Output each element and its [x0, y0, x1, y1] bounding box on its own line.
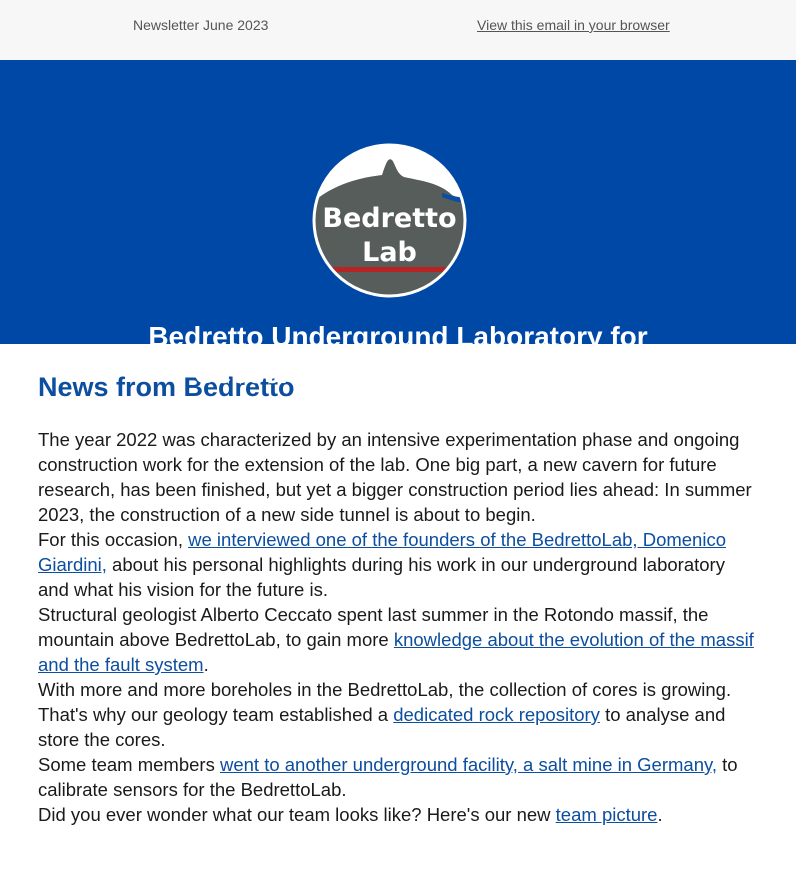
team-paragraph — [38, 802, 758, 827]
massif-evolution-link[interactable]: knowledge about the evolution of the massif and the fault system — [38, 629, 754, 675]
salt-mine-text-after: to calibrate sensors for the BedrettoLab. — [38, 754, 738, 800]
repository-text-after: to analyse and store the cores. — [38, 704, 726, 750]
salt-mine-text-before: Some team members — [38, 754, 220, 775]
bedrettolab-logo — [312, 143, 467, 298]
geology-paragraph — [38, 602, 758, 677]
view-in-browser-link[interactable]: View this email in your browser — [477, 17, 670, 33]
logo-text-line1: Bedretto — [322, 203, 457, 234]
geology-text-before: Structural geologist Alberto Ceccato spent last summer in the Rotondo massif, the mountain above BedrettoLab, to gain more — [38, 604, 709, 650]
rock-repository-link[interactable]: dedicated rock repository — [393, 704, 600, 725]
newsletter-date-label: Newsletter June 2023 — [133, 17, 269, 33]
salt-mine-link[interactable]: went to another underground facility, a salt mine in Germany, — [219, 754, 718, 775]
team-text-after: . — [657, 804, 663, 825]
repository-paragraph — [38, 677, 758, 752]
interview-link[interactable]: we interviewed one of the founders of the BedrettoLab, Domenico Giardini, — [38, 529, 726, 575]
geology-text-after: . — [203, 654, 209, 675]
logo-text-line2: Lab — [362, 237, 417, 268]
banner-title — [0, 318, 796, 392]
section-headline: News from Bedretto — [38, 372, 295, 402]
team-picture-link[interactable]: team picture — [555, 804, 658, 825]
banner-title-line1: Bedretto Underground Laboratory for — [148, 321, 648, 352]
interview-text-after: about his personal highlights during his work in our underground laboratory and what his vision for the future is. — [38, 554, 725, 600]
salt-mine-paragraph — [38, 752, 758, 802]
banner-title-line2: Geosciences and Geoenergies — [194, 358, 602, 389]
repository-text-before: With more and more boreholes in the BedrettoLab, the collection of cores is growing. That's why our geology team established a — [38, 679, 732, 725]
interview-paragraph — [38, 527, 758, 602]
intro-paragraph: The year 2022 was characterized by an intensive experimentation phase and ongoing construction work for the extension of the lab. One big part, a new cavern for future research, has been finished, but yet a bigger construction period lies ahead: In summer 2023, the construction of a new side tunnel is about to begin. — [38, 429, 752, 525]
interview-text-before: For this occasion, — [38, 529, 189, 550]
preheader-bar — [0, 0, 796, 60]
newsletter-content — [0, 344, 796, 827]
newsletter-body — [38, 427, 758, 827]
team-text-before: Did you ever wonder what our team looks like? Here's our new — [38, 804, 556, 825]
